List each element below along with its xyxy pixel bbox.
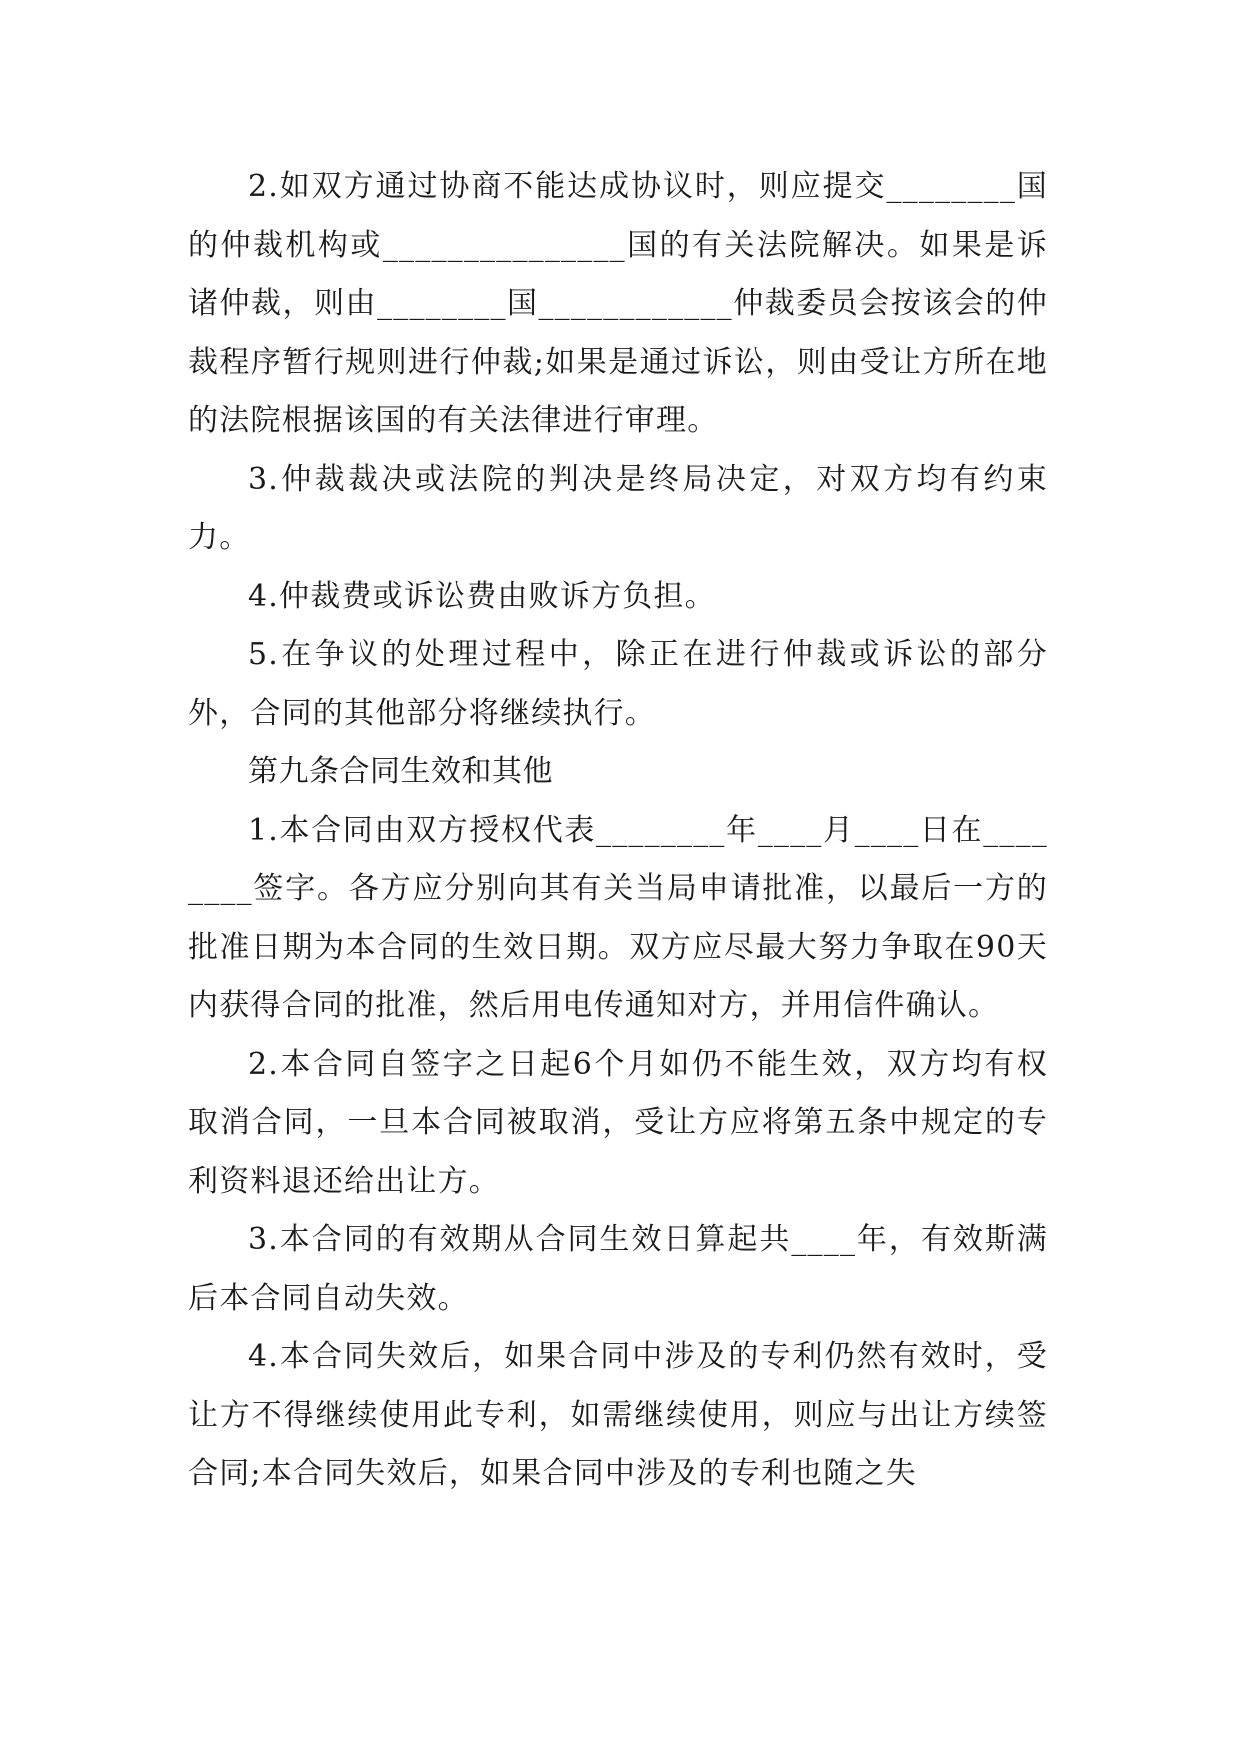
clause-paragraph-final-decision: 3.仲裁裁决或法院的判决是终局决定，对双方均有约束力。 <box>188 461 1048 555</box>
clause-paragraph-cancellation: 2.本合同自签字之日起6个月如仍不能生效，双方均有权取消合同，一旦本合同被取消，受让方应将第五条中规定的专利资料退还给出让方。 <box>188 1046 1048 1199</box>
clause-paragraph-costs: 4.仲裁费或诉讼费由败诉方负担。 <box>248 578 716 614</box>
clause-paragraph-term: 3.本合同的有效期从合同生效日算起共____年，有效斯满后本合同自动失效。 <box>188 1222 1048 1316</box>
document-body <box>188 158 1048 1504</box>
clause-paragraph-expiry: 4.本合同失效后，如果合同中涉及的专利仍然有效时，受让方不得继续使用此专利，如需继续使用，则应与出让方续签合同;本合同失效后，如果合同中涉及的专利也随之失 <box>188 1339 1048 1491</box>
clause-paragraph-arbitration-venue: 2.如双方通过协商不能达成协议时，则应提交________国的仲裁机构或_______________国的有关法院解决。如果是诉诸仲裁，则由________国____________仲裁委员会按该会的仲裁程序暂行规则进行仲裁;如果是通过诉讼，则由受让方所在地的法院根据该国的有关法律进行审理。 <box>188 169 1048 438</box>
clause-paragraph-continued-performance: 5.在争议的处理过程中，除正在进行仲裁或诉讼的部分外，合同的其他部分将继续执行。 <box>188 637 1048 731</box>
article-heading: 第九条合同生效和其他 <box>248 754 553 789</box>
clause-paragraph-signing: 1.本合同由双方授权代表________年____月____日在________签字。各方应分别向其有关当局申请批准，以最后一方的批准日期为本合同的生效日期。双方应尽最大努力争取在90天内获得合同的批准，然后用电传通知对方，并用信件确认。 <box>188 812 1048 1023</box>
